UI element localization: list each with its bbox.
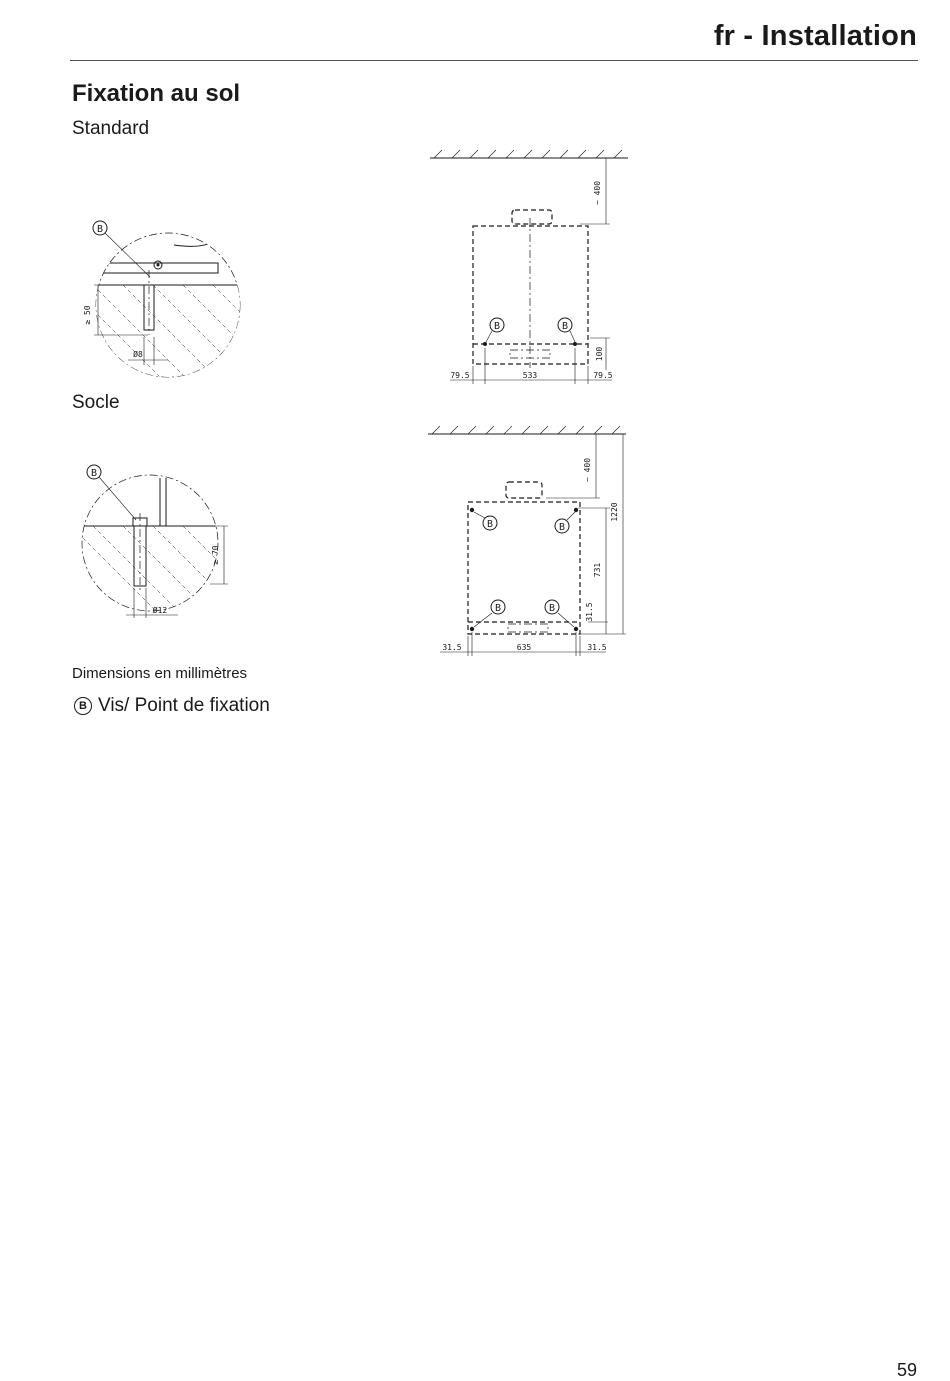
socle-plan-offset: 31.5: [585, 602, 594, 622]
socle-plan-marker-bl: B: [494, 603, 502, 614]
socle-detail-marker: B: [90, 468, 98, 479]
dimensions-note: Dimensions en millimètres: [72, 665, 248, 682]
socle-subtitle: Socle: [72, 392, 120, 413]
standard-plan-right-dim: 79.5: [593, 371, 613, 380]
standard-diameter-label: Ø8: [133, 350, 143, 359]
socle-diameter-label: Ø12: [152, 606, 168, 615]
socle-plan-drawing: [428, 422, 628, 657]
standard-plan-depth: 100: [595, 346, 604, 362]
socle-plan-marker-br: B: [548, 603, 556, 614]
socle-plan-right-dim: 31.5: [587, 643, 607, 652]
standard-subtitle: Standard: [72, 118, 150, 139]
socle-plan-middle-dim: 635: [516, 643, 532, 652]
socle-plan-left-dim: 31.5: [442, 643, 462, 652]
socle-plan-total-height: 1220: [610, 502, 619, 522]
socle-detail-drawing: [78, 458, 258, 628]
standard-detail-marker: B: [96, 224, 104, 235]
standard-plan-drawing: [430, 148, 630, 388]
standard-plan-marker-right: B: [561, 321, 569, 332]
socle-plan-marker-tr: B: [558, 522, 566, 533]
socle-plan-marker-tl: B: [486, 519, 494, 530]
header-divider: [70, 60, 918, 61]
page-header-title: fr - Installation: [713, 20, 917, 52]
standard-plan-left-dim: 79.5: [450, 371, 470, 380]
standard-detail-drawing: [78, 215, 258, 395]
standard-plan-middle-dim: 533: [522, 371, 538, 380]
standard-plan-ceiling-dist: ~ 400: [593, 180, 602, 206]
socle-plan-inner-height: 731: [593, 562, 602, 578]
standard-depth-label: ≥ 50: [83, 305, 92, 325]
socle-depth-label: ≥ 70: [211, 545, 220, 565]
legend-text: Vis/ Point de fixation: [98, 695, 270, 716]
legend-b-symbol: B: [74, 697, 92, 715]
standard-plan-marker-left: B: [493, 321, 501, 332]
section-title: Fixation au sol: [72, 80, 241, 107]
page-number: 59: [896, 1360, 917, 1380]
legend: [74, 695, 270, 717]
socle-plan-ceiling-dist: ~ 400: [583, 457, 592, 483]
